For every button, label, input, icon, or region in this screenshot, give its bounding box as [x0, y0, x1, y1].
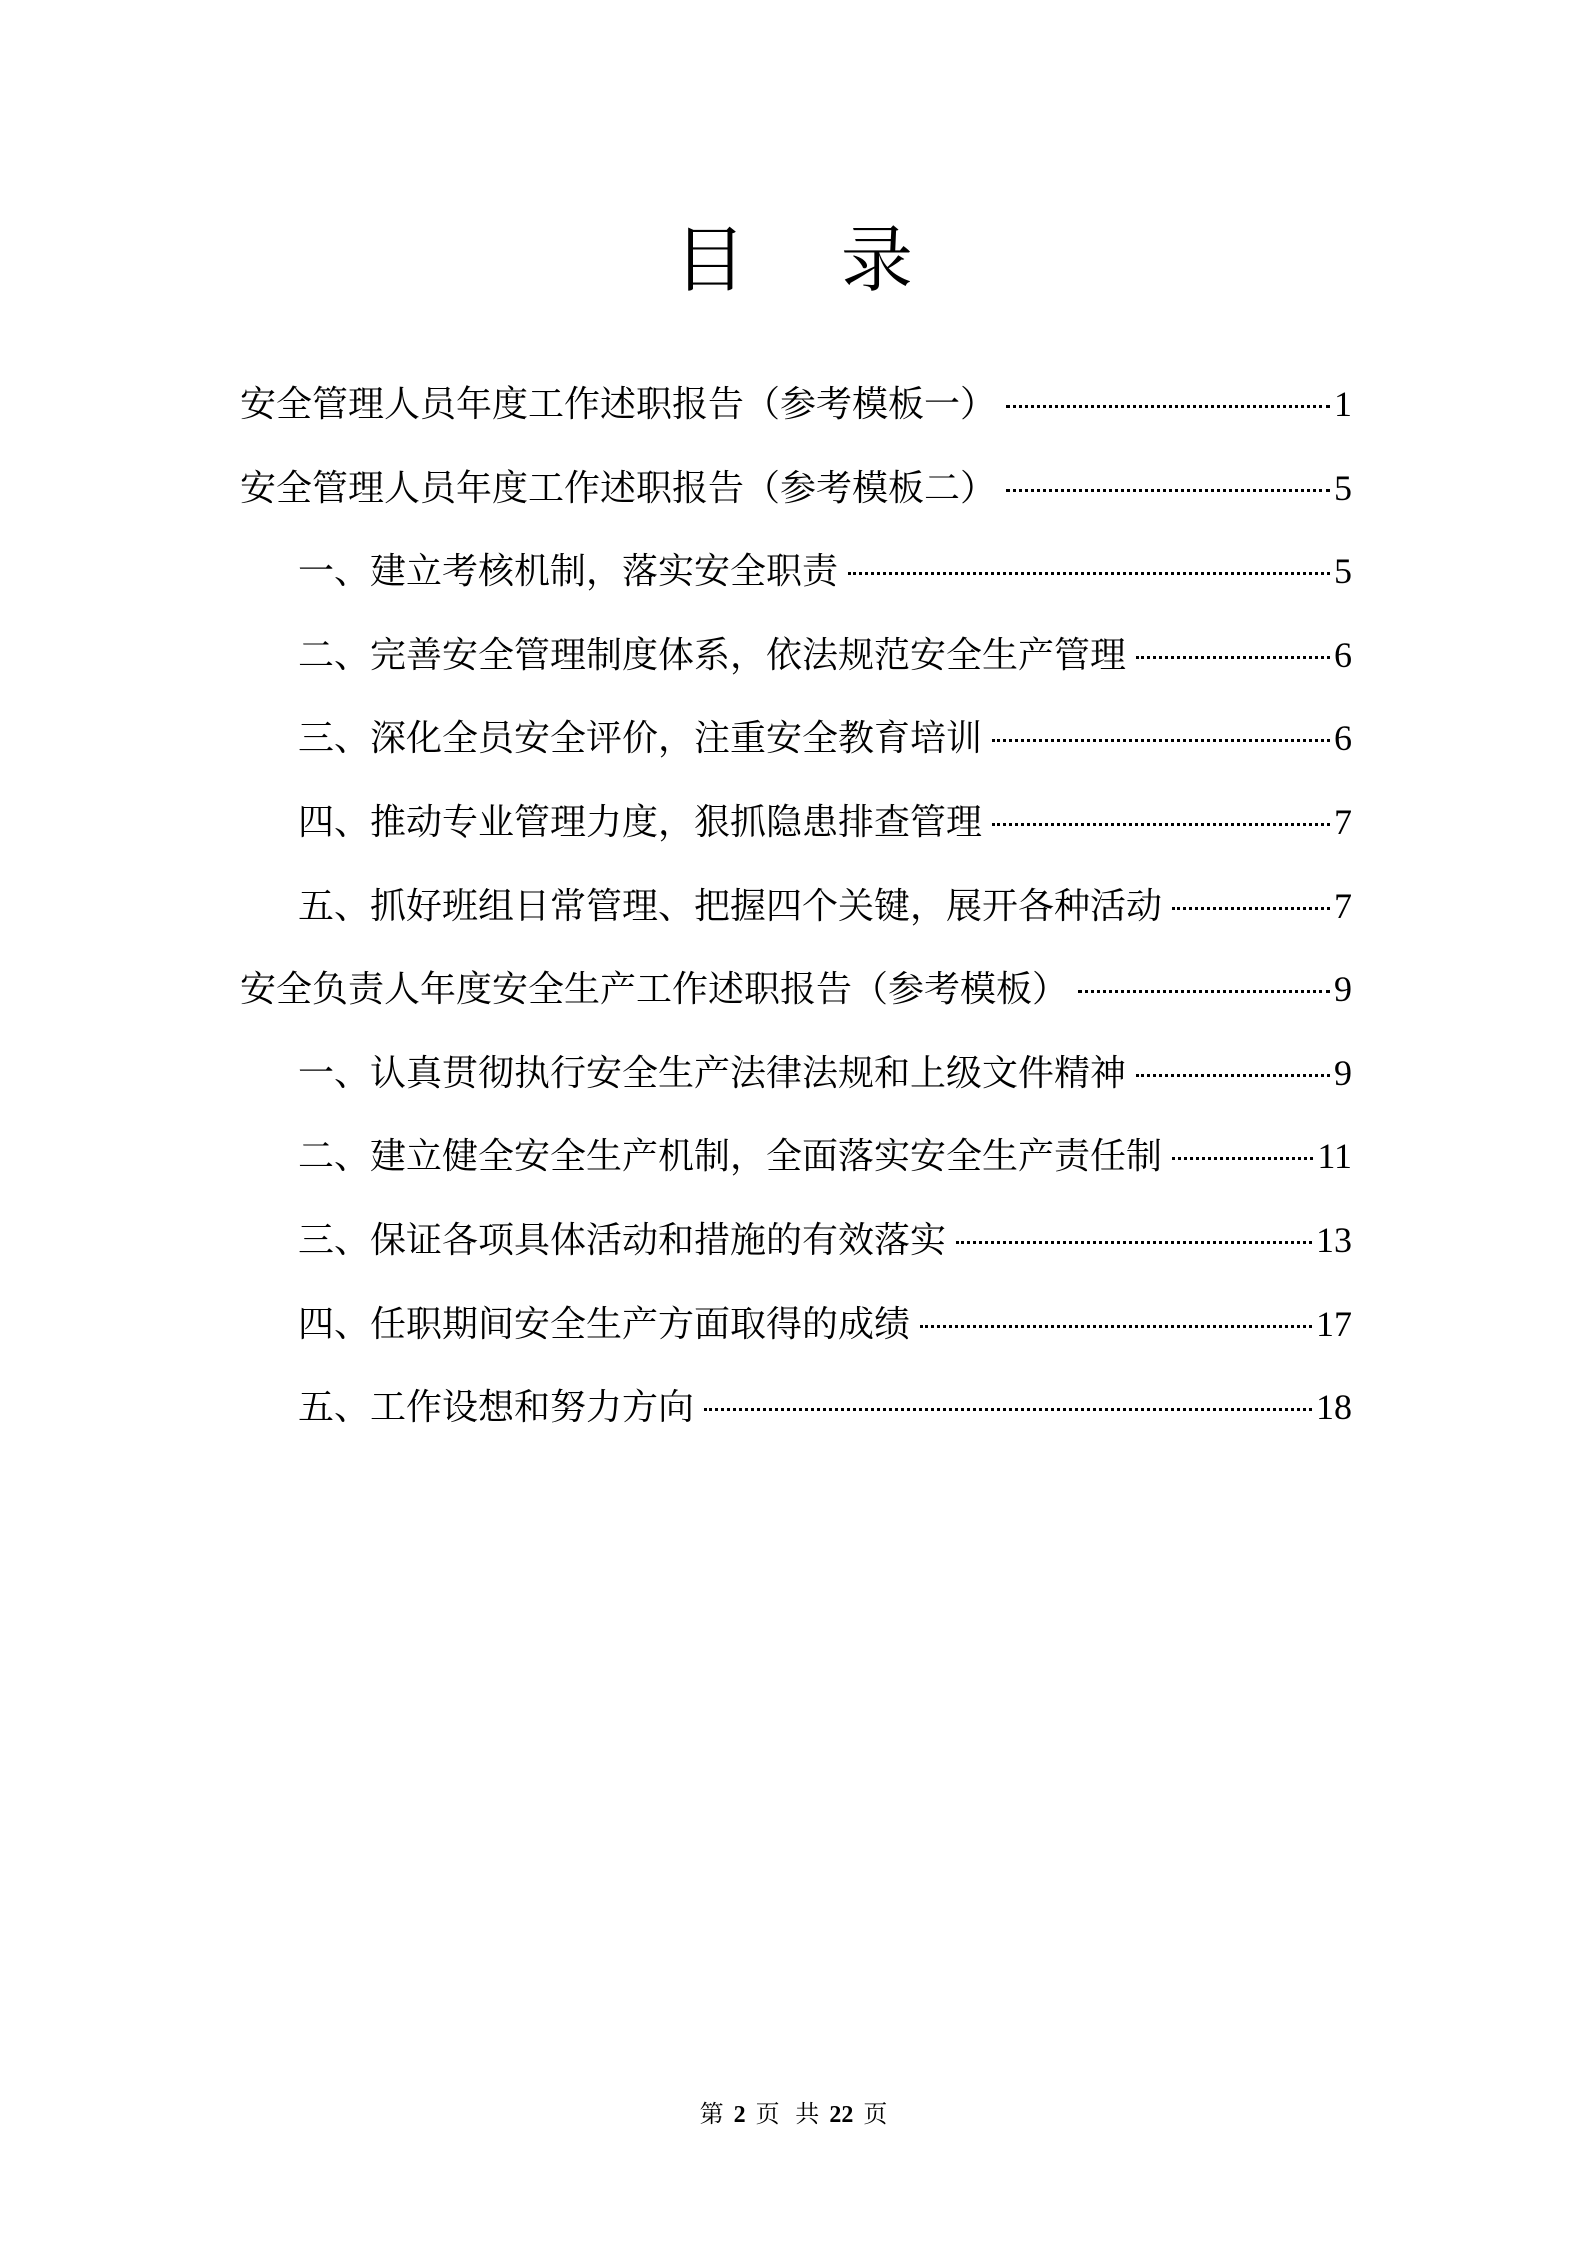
toc-entry-text: 三、保证各项具体活动和措施的有效落实	[298, 1219, 947, 1261]
toc-page-number: 6	[1334, 634, 1352, 675]
toc-entry[interactable]	[240, 456, 1352, 540]
toc-entry-text: 五、抓好班组日常管理、把握四个关键，展开各种活动	[298, 885, 1163, 927]
toc-entry[interactable]	[240, 790, 1352, 874]
toc-page-number: 1	[1334, 384, 1352, 424]
dot-leader	[992, 823, 1330, 826]
toc-entry-text: 四、推动专业管理力度，狠抓隐患排查管理	[298, 801, 983, 843]
toc-entry[interactable]	[240, 539, 1352, 623]
toc-entry[interactable]	[240, 1292, 1352, 1376]
dot-leader	[1006, 489, 1330, 492]
page-footer	[0, 2094, 1587, 2129]
dot-leader	[848, 572, 1330, 575]
toc-page-number: 5	[1334, 467, 1352, 508]
toc-entry-text: 安全管理人员年度工作述职报告（参考模板二）	[240, 467, 997, 509]
dot-leader	[1136, 1074, 1330, 1077]
dot-leader	[920, 1325, 1312, 1328]
toc-entry[interactable]	[240, 372, 1352, 456]
toc-entry[interactable]	[240, 1124, 1352, 1208]
toc-page-number: 18	[1316, 1387, 1352, 1428]
dot-leader	[992, 739, 1330, 742]
toc-entry-text: 五、工作设想和努力方向	[298, 1387, 695, 1429]
toc-page-number: 9	[1334, 969, 1352, 1010]
toc-entry[interactable]	[240, 1041, 1352, 1125]
toc-page-number: 5	[1334, 551, 1352, 592]
toc-page-number: 7	[1334, 801, 1352, 842]
toc-entry-text: 一、建立考核机制，落实安全职责	[298, 551, 839, 593]
toc-page-number: 9	[1334, 1052, 1352, 1093]
dot-leader	[1172, 1157, 1313, 1160]
toc-entry-text: 二、完善安全管理制度体系，依法规范安全生产管理	[298, 634, 1127, 676]
toc-entry[interactable]	[240, 1375, 1352, 1459]
total-page-count: 22	[829, 2102, 854, 2128]
toc-page-number: 13	[1316, 1219, 1352, 1260]
toc-title: 目 录	[674, 218, 949, 302]
toc-entry[interactable]	[240, 957, 1352, 1041]
toc-page-number: 6	[1334, 718, 1352, 759]
toc-entry[interactable]	[240, 706, 1352, 790]
dot-leader	[956, 1241, 1312, 1244]
dot-leader	[704, 1408, 1312, 1411]
footer-prefix: 第	[699, 2100, 724, 2128]
toc-entry-text: 四、任职期间安全生产方面取得的成绩	[298, 1303, 911, 1345]
toc-entry-text: 安全管理人员年度工作述职报告（参考模板一）	[240, 384, 997, 425]
footer-middle: 页 共	[755, 2100, 820, 2128]
toc-entry-text: 一、认真贯彻执行安全生产法律法规和上级文件精神	[298, 1052, 1127, 1094]
current-page-number: 2	[733, 2102, 746, 2128]
toc-entry-text: 三、深化全员安全评价，注重安全教育培训	[298, 718, 983, 760]
toc-entry[interactable]	[240, 623, 1352, 707]
toc-entry[interactable]	[240, 874, 1352, 958]
toc-entry-text: 二、建立健全安全生产机制，全面落实安全生产责任制	[298, 1136, 1163, 1178]
toc-page-number: 11	[1317, 1136, 1352, 1177]
toc-entry-text: 安全负责人年度安全生产工作述职报告（参考模板）	[240, 969, 1069, 1011]
toc-entry[interactable]	[240, 1208, 1352, 1292]
dot-leader	[1006, 405, 1330, 408]
table-of-contents	[240, 372, 1352, 1459]
toc-page-number: 17	[1316, 1303, 1352, 1344]
dot-leader	[1172, 907, 1330, 910]
footer-suffix: 页	[863, 2100, 888, 2128]
dot-leader	[1078, 990, 1330, 993]
toc-page-number: 7	[1334, 885, 1352, 926]
dot-leader	[1136, 656, 1330, 659]
